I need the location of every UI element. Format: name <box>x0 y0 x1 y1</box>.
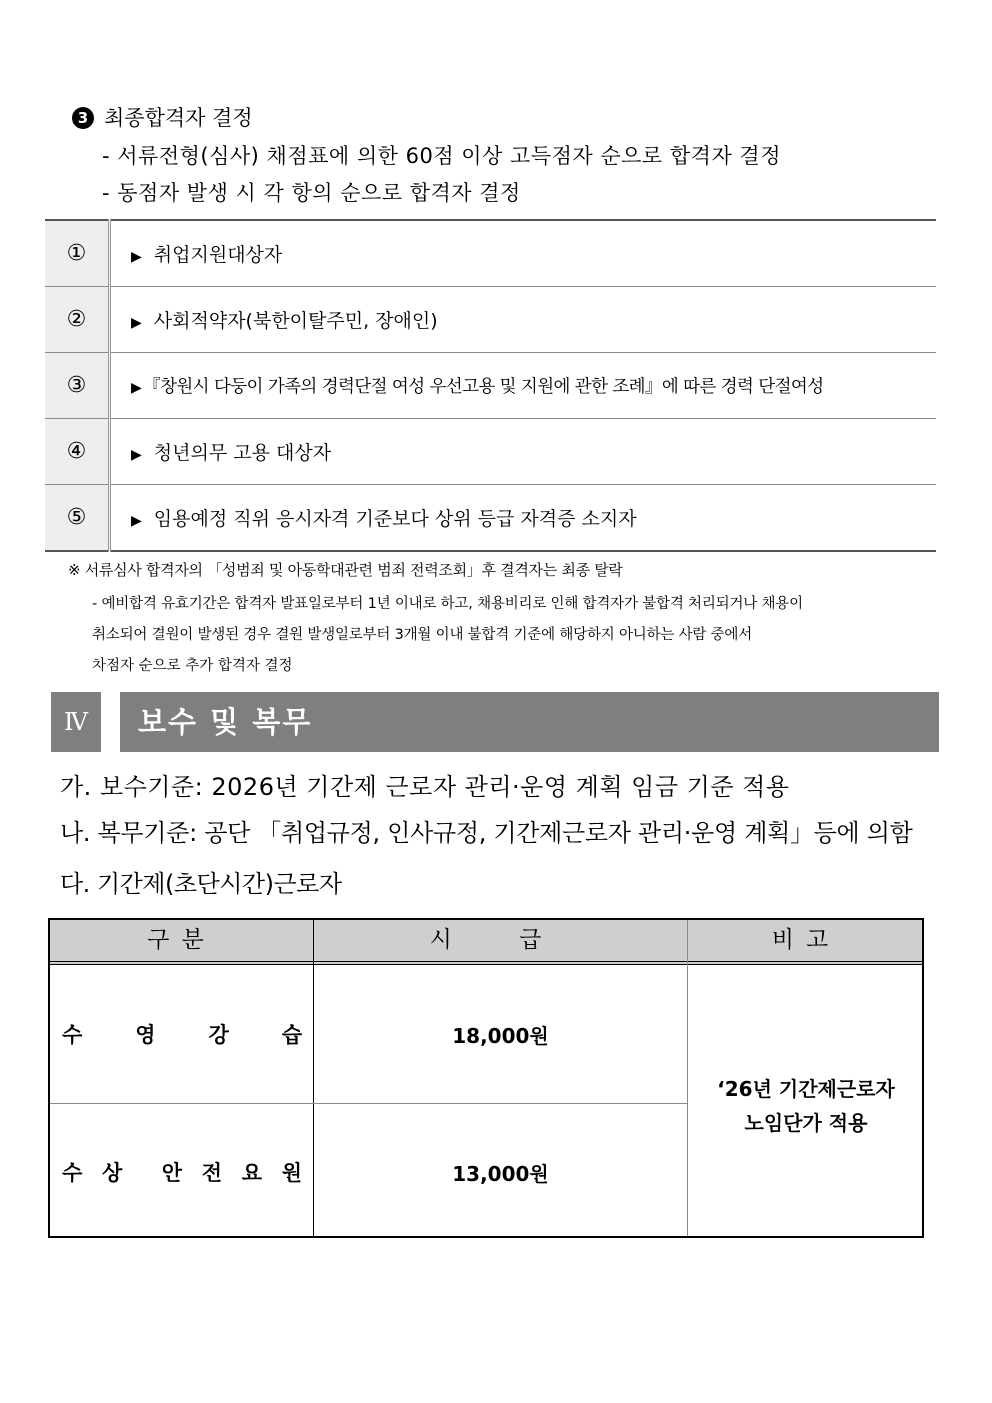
priority-number: ③ <box>45 353 110 419</box>
priority-text: 임용예정 직위 응시자격 기준보다 상위 등급 자격증 소지자 <box>153 508 637 530</box>
table-row <box>45 287 936 353</box>
remark-line-2: 노임단가 적용 <box>744 1111 868 1135</box>
triangle-icon: ▶ <box>131 315 142 331</box>
disqualification-note: ※ 서류심사 합격자의 「성범죄 및 아동학대관련 범죄 전력조회」후 결격자는 최종 탈락 <box>68 561 623 579</box>
priority-text: 『창원시 다둥이 가족의 경력단절 여성 우선고용 및 지원에 관한 조례』에 따른 경력 단절여성 <box>143 377 824 397</box>
reserve-note-line-2: 취소되어 결원이 발생된 경우 결원 발생일로부터 3개월 이내 불합격 기준에 해당하지 아니하는 사람 중에서 <box>92 627 753 643</box>
section4-title: 보수 및 복무 <box>120 692 939 752</box>
reserve-note-line-3: 차점자 순으로 추가 합격자 결정 <box>92 658 293 674</box>
header-hourly-wage: 시 급 <box>429 927 572 953</box>
table-row <box>45 485 936 552</box>
section3-bullet-2: - 동점자 발생 시 각 항의 순으로 합격자 결정 <box>102 181 521 205</box>
section4-header <box>51 692 939 752</box>
wage-water-safety-staff: 13,000원 <box>452 1162 549 1186</box>
part-time-workers-heading: 다. 기간제(초단시간)근로자 <box>60 870 342 898</box>
priority-number: ⑤ <box>45 485 110 552</box>
priority-text: 사회적약자(북한이탈주민, 장애인) <box>153 310 438 332</box>
triangle-icon: ▶ <box>131 380 142 396</box>
reserve-note-line-1: - 예비합격 유효기간은 합격자 발표일로부터 1년 이내로 하고, 채용비리로 인해 합격자가 불합격 처리되거나 채용이 <box>92 596 803 612</box>
table-row <box>45 419 936 485</box>
priority-number: ① <box>45 220 110 287</box>
wage-swimming-lessons: 18,000원 <box>452 1024 549 1048</box>
section-number-badge: 3 <box>72 107 94 129</box>
priority-number: ④ <box>45 419 110 485</box>
triangle-icon: ▶ <box>131 447 142 463</box>
triangle-icon: ▶ <box>131 249 142 265</box>
header-remarks: 비고 <box>771 927 841 953</box>
table-row <box>45 220 936 287</box>
service-standard: 나. 복무기준: 공단 「취업규정, 인사규정, 기간제근로자 관리·운영 계획」등에 의함 <box>60 819 913 847</box>
section3-title: 최종합격자 결정 <box>104 106 253 130</box>
remark-line-1: ‘26년 기간제근로자 <box>717 1077 895 1101</box>
priority-number: ② <box>45 287 110 353</box>
category-swimming-lessons: 수 영 강 습 <box>62 1023 302 1047</box>
priority-text: 청년의무 고용 대상자 <box>153 442 332 464</box>
triangle-icon: ▶ <box>131 513 142 529</box>
section3-heading <box>72 102 253 132</box>
section-roman-numeral: Ⅳ <box>51 692 101 752</box>
priority-text: 취업지원대상자 <box>153 244 283 266</box>
priority-table <box>45 219 936 552</box>
remark-cell <box>688 1072 924 1140</box>
header-category: 구분 <box>147 927 216 953</box>
pay-standard: 가. 보수기준: 2026년 기간제 근로자 관리·운영 계획 임금 기준 적용 <box>60 773 790 801</box>
section3-bullet-1: - 서류전형(심사) 채점표에 의한 60점 이상 고득점자 순으로 합격자 결정 <box>102 144 781 168</box>
category-water-safety-staff: 수 상 안 전 요 원 <box>62 1161 302 1185</box>
wage-table <box>48 918 924 1238</box>
table-row <box>45 353 936 419</box>
